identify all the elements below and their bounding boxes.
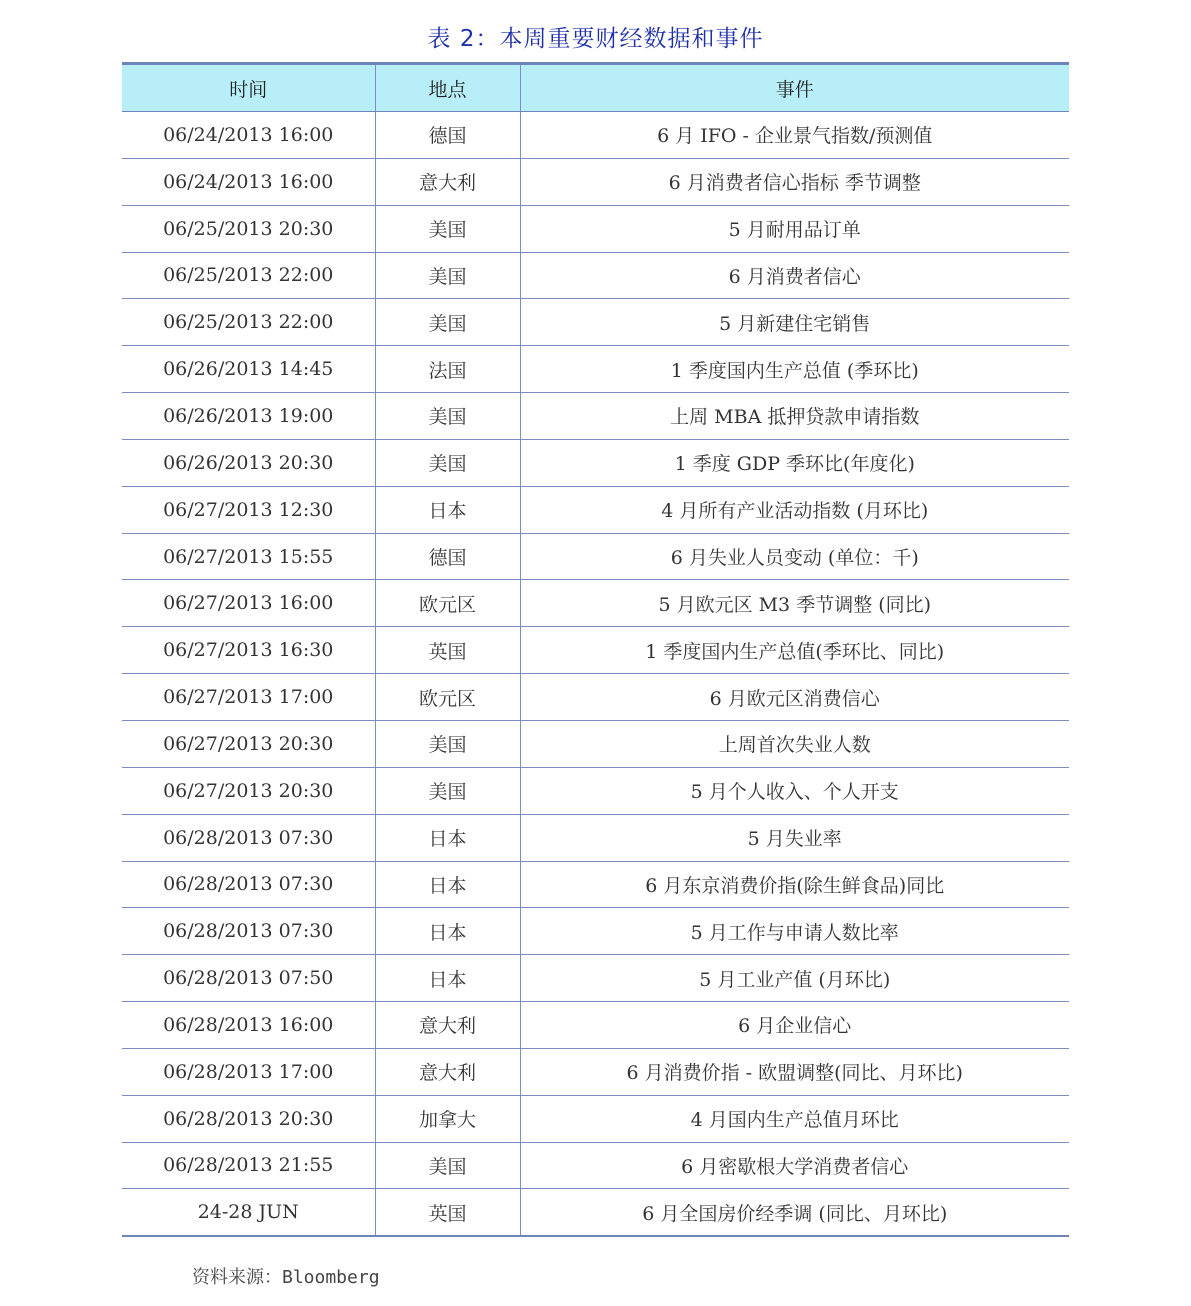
cell-time: 06/27/2013 20:30 [122, 767, 375, 814]
cell-time: 06/25/2013 22:00 [122, 252, 375, 299]
cell-place: 日本 [375, 814, 520, 861]
cell-event: 6 月消费价指 - 欧盟调整(同比、月环比) [520, 1048, 1069, 1095]
table-row [122, 205, 1069, 252]
cell-place: 意大利 [375, 1048, 520, 1095]
cell-time: 24-28 JUN [122, 1189, 375, 1236]
source-note: 资料来源：Bloomberg [192, 1267, 380, 1288]
table-row [122, 1142, 1069, 1189]
cell-event: 上周首次失业人数 [520, 720, 1069, 767]
cell-place: 欧元区 [375, 580, 520, 627]
table-row [122, 393, 1069, 440]
cell-place: 英国 [375, 627, 520, 674]
table-row [122, 439, 1069, 486]
cell-time: 06/26/2013 20:30 [122, 439, 375, 486]
cell-event: 6 月消费者信心指标 季节调整 [520, 158, 1069, 205]
cell-place: 日本 [375, 861, 520, 908]
cell-place: 欧元区 [375, 674, 520, 721]
table-body [122, 112, 1069, 1236]
table-row [122, 908, 1069, 955]
cell-place: 加拿大 [375, 1095, 520, 1142]
cell-time: 06/28/2013 07:30 [122, 908, 375, 955]
cell-event: 6 月全国房价经季调 (同比、月环比) [642, 1202, 948, 1225]
cell-place: 美国 [375, 720, 520, 767]
cell-time: 06/24/2013 16:00 [122, 112, 375, 159]
table-row [122, 112, 1069, 159]
cell-time: 06/26/2013 14:45 [122, 346, 375, 393]
table-row [122, 720, 1069, 767]
cell-event: 1 季度国内生产总值 (季环比) [520, 346, 1069, 393]
cell-event: 6 月企业信心 [520, 1002, 1069, 1049]
cell-place: 法国 [375, 346, 520, 393]
cell-event: 4 月所有产业活动指数 (月环比) [520, 486, 1069, 533]
table-row [122, 346, 1069, 393]
table-row [122, 1189, 1069, 1236]
table-title: 表 2：本周重要财经数据和事件 [427, 26, 764, 52]
cell-event: 6 月失业人员变动 (单位：千) [520, 533, 1069, 580]
cell-time: 06/25/2013 20:30 [122, 205, 375, 252]
table-row [122, 486, 1069, 533]
table-header [122, 64, 1069, 112]
cell-place: 美国 [375, 205, 520, 252]
cell-place: 日本 [375, 955, 520, 1002]
cell-event: 1 季度 GDP 季环比(年度化) [520, 439, 1069, 486]
table-row [122, 252, 1069, 299]
cell-time: 06/27/2013 17:00 [122, 674, 375, 721]
cell-event: 6 月消费者信心 [520, 252, 1069, 299]
cell-place: 美国 [375, 252, 520, 299]
cell-event: 6 月密歇根大学消费者信心 [520, 1142, 1069, 1189]
table-row [122, 299, 1069, 346]
header-row [122, 64, 1069, 112]
cell-place: 意大利 [375, 1002, 520, 1049]
table-row [122, 1002, 1069, 1049]
cell-place: 美国 [375, 393, 520, 440]
cell-place: 日本 [375, 486, 520, 533]
cell-time: 06/28/2013 16:00 [122, 1002, 375, 1049]
table-row [122, 861, 1069, 908]
cell-time: 06/28/2013 17:00 [122, 1048, 375, 1095]
cell-event: 6 月 IFO - 企业景气指数/预测值 [520, 112, 1069, 159]
cell-place: 美国 [375, 439, 520, 486]
cell-time: 06/24/2013 16:00 [122, 158, 375, 205]
cell-place: 德国 [375, 533, 520, 580]
table-row [122, 955, 1069, 1002]
cell-event: 6 月东京消费价指(除生鲜食品)同比 [520, 861, 1069, 908]
cell-event: 5 月工业产值 (月环比) [520, 955, 1069, 1002]
table-row [122, 580, 1069, 627]
cell-time: 06/27/2013 12:30 [122, 486, 375, 533]
cell-event: 6 月欧元区消费信心 [520, 674, 1069, 721]
cell-time: 06/28/2013 20:30 [122, 1095, 375, 1142]
cell-place: 日本 [375, 908, 520, 955]
cell-event: 5 月失业率 [520, 814, 1069, 861]
header-time: 时间 [122, 64, 375, 112]
cell-time: 06/27/2013 16:00 [122, 580, 375, 627]
table-row [122, 533, 1069, 580]
cell-time: 06/27/2013 16:30 [122, 627, 375, 674]
cell-event: 4 月国内生产总值月环比 [520, 1095, 1069, 1142]
cell-place: 美国 [375, 1142, 520, 1189]
cell-event: 1 季度国内生产总值(季环比、同比) [520, 627, 1069, 674]
cell-event: 5 月耐用品订单 [520, 205, 1069, 252]
table-row [122, 674, 1069, 721]
table-row [122, 1048, 1069, 1095]
cell-time: 06/27/2013 15:55 [122, 533, 375, 580]
cell-event: 5 月欧元区 M3 季节调整 (同比) [520, 580, 1069, 627]
cell-event: 5 月个人收入、个人开支 [520, 767, 1069, 814]
table-row [122, 1095, 1069, 1142]
cell-time: 06/28/2013 07:50 [122, 955, 375, 1002]
cell-time: 06/28/2013 07:30 [122, 861, 375, 908]
cell-time: 06/28/2013 07:30 [122, 814, 375, 861]
cell-place: 意大利 [375, 158, 520, 205]
header-event: 事件 [520, 64, 1069, 112]
cell-event: 5 月新建住宅销售 [520, 299, 1069, 346]
table-row [122, 814, 1069, 861]
table-row [122, 627, 1069, 674]
cell-time: 06/27/2013 20:30 [122, 720, 375, 767]
table-row [122, 158, 1069, 205]
cell-event: 5 月工作与申请人数比率 [520, 908, 1069, 955]
cell-time: 06/25/2013 22:00 [122, 299, 375, 346]
cell-place: 德国 [375, 112, 520, 159]
events-table [122, 62, 1069, 1237]
cell-time: 06/26/2013 19:00 [122, 393, 375, 440]
cell-place: 美国 [375, 299, 520, 346]
cell-event: 上周 MBA 抵押贷款申请指数 [520, 393, 1069, 440]
header-place: 地点 [375, 64, 520, 112]
cell-place: 英国 [375, 1189, 520, 1236]
cell-place: 美国 [375, 767, 520, 814]
table-row [122, 767, 1069, 814]
cell-time: 06/28/2013 21:55 [122, 1142, 375, 1189]
